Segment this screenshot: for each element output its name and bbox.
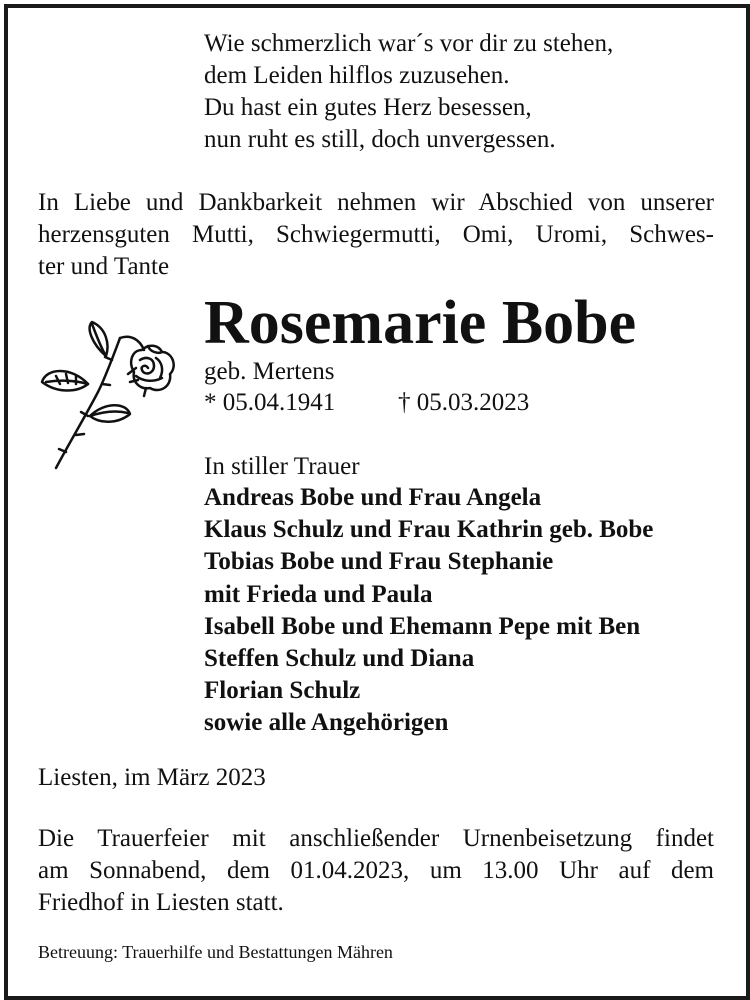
death-date: † 05.03.2023 [398,389,530,416]
intro-line: herzensguten Mutti, Schwiegermutti, Omi, Uromi, Schwes- [38,221,714,248]
poem-line: Wie schmerzlich war´s vor dir zu stehen, [204,30,614,57]
service-line: Die Trauerfeier mit anschließender Urnenbeisetzung findet [38,825,714,852]
poem-line: dem Leiden hilflos zuzusehen. [204,62,510,89]
poem-line: nun ruht es still, doch unvergessen. [204,126,556,153]
mourner-entry: Isabell Bobe und Ehemann Pepe mit Ben [204,612,641,640]
service-line: am Sonnabend, dem 01.04.2023, um 13.00 Uhr auf dem [38,857,714,884]
intro-line: ter und Tante [38,253,170,280]
birth-date: * 05.04.1941 [204,389,336,416]
poem-line: Du hast ein gutes Herz besessen, [204,94,532,121]
place-date: Liesten, im März 2023 [38,764,266,791]
deceased-name: Rosemarie Bobe [204,289,637,357]
mourner-entry: mit Frieda und Paula [204,580,433,608]
intro-line: In Liebe und Dankbarkeit nehmen wir Abschied von unserer [38,189,714,216]
funeral-service-info [38,823,714,919]
farewell-intro [38,187,714,283]
mourner-entry: Steffen Schulz und Diana [204,645,475,673]
mourner-entry: Andreas Bobe und Frau Angela [204,484,542,511]
mourning-label: In stiller Trauer [204,453,360,480]
mourners-list [204,482,653,740]
mourner-entry: Tobias Bobe und Frau Stephanie [204,548,554,576]
mourner-entry: Florian Schulz [204,677,361,705]
memorial-poem [204,28,613,156]
maiden-name: geb. Mertens [204,358,335,385]
funeral-home-credit: Betreuung: Trauerhilfe und Bestattungen Mähren [38,942,393,962]
rose-icon [36,320,184,476]
mourner-entry: sowie alle Angehörigen [204,709,449,737]
service-line: Friedhof in Liesten statt. [38,889,284,916]
mourner-entry: Klaus Schulz und Frau Kathrin geb. Bobe [204,516,654,544]
